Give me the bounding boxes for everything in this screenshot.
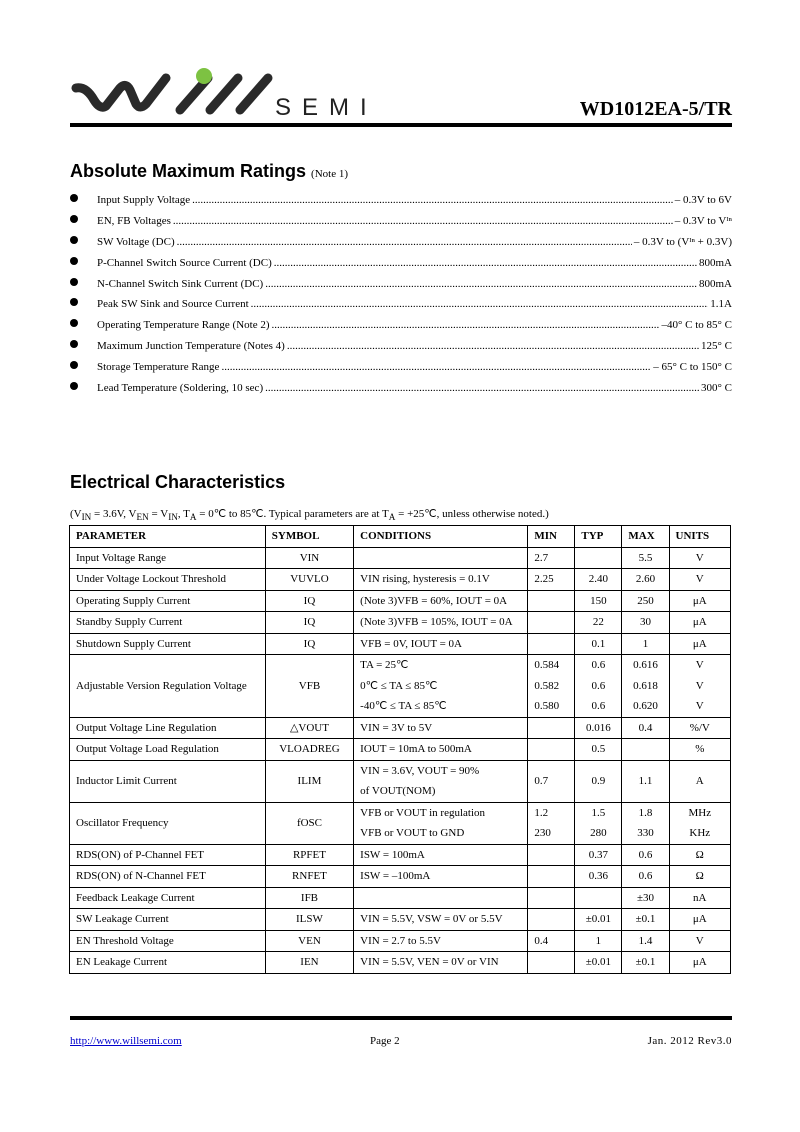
typ-cell: 0.37 (575, 844, 622, 866)
unit-cell: μA (669, 590, 730, 612)
amr-value: – 0.3V to (Vᴵⁿ + 0.3V) (633, 235, 732, 248)
amr-item (70, 278, 732, 299)
col-parameter: PARAMETER (70, 526, 266, 548)
param-cell: Oscillator Frequency (70, 802, 266, 844)
table-row (70, 717, 731, 739)
bullet-icon (70, 361, 78, 369)
table-row (70, 930, 731, 952)
amr-value: – 0.3V to Vᴵⁿ (674, 214, 732, 227)
symbol-cell: VLOADREG (265, 739, 353, 761)
param-cell: SW Leakage Current (70, 909, 266, 931)
symbol-cell: IQ (265, 590, 353, 612)
symbol-cell: VFB (265, 655, 353, 718)
max-cell: 0.4 (622, 717, 669, 739)
table-row (70, 909, 731, 931)
conds-cell: TA = 25℃ 0℃ ≤ TA ≤ 85℃ -40℃ ≤ TA ≤ 85℃ (354, 655, 528, 718)
bullet-icon (70, 194, 78, 202)
ec-table (69, 525, 731, 974)
table-row (70, 802, 731, 844)
amr-item (70, 236, 732, 257)
amr-item (70, 319, 732, 340)
bullet-icon (70, 215, 78, 223)
amr-label: Input Supply Voltage (97, 194, 191, 206)
condition-cell: (Note 3)VFB = 105%, IOUT = 0A (354, 612, 528, 634)
max-cell: ±30 (622, 887, 669, 909)
unit-cell: V (669, 547, 730, 569)
table-row (70, 866, 731, 888)
amr-heading: Absolute Maximum Ratings (Note 1) (70, 161, 349, 181)
unit-cell: %/V (669, 717, 730, 739)
leader-dots (265, 278, 697, 290)
typ-cell: 0.1 (575, 633, 622, 655)
min-cell (528, 844, 575, 866)
symbol-cell: IQ (265, 633, 353, 655)
typ-cell: 150 (575, 590, 622, 612)
max-cell (622, 739, 669, 761)
condition-cell: ISW = 100mA (354, 844, 528, 866)
table-row (70, 569, 731, 591)
min-cell (528, 866, 575, 888)
min-cell (528, 887, 575, 909)
unit-cell: V (669, 569, 730, 591)
param-cell: RDS(ON) of P-Channel FET (70, 844, 266, 866)
min-cell (528, 612, 575, 634)
max-cell: ±0.1 (622, 909, 669, 931)
max-cell: 1 (622, 633, 669, 655)
param-cell: RDS(ON) of N-Channel FET (70, 866, 266, 888)
typ-cell: ±0.01 (575, 909, 622, 931)
condition-cell (354, 887, 528, 909)
max-cell: 1.1 (622, 760, 669, 802)
bullet-icon (70, 382, 78, 390)
typ-cell (575, 547, 622, 569)
amr-label: Lead Temperature (Soldering, 10 sec) (97, 382, 264, 395)
header-rule (70, 123, 732, 127)
symbol-cell: VEN (265, 930, 353, 952)
leader-dots (251, 298, 709, 310)
param-cell: Inductor Limit Current (70, 760, 266, 802)
symbol-cell: RPFET (265, 844, 353, 866)
bullet-icon (70, 340, 78, 348)
units-cell: MHz KHz (669, 802, 730, 844)
col-max: MAX (622, 526, 669, 548)
condition-cell: VIN = 5.5V, VEN = 0V or VIN (354, 952, 528, 974)
table-row (70, 760, 731, 802)
max-cell: 250 (622, 590, 669, 612)
bullet-icon (70, 236, 78, 244)
symbol-cell: VIN (265, 547, 353, 569)
amr-label: SW Voltage (DC) (97, 235, 175, 248)
amr-label: N-Channel Switch Sink Current (DC) (97, 277, 264, 290)
condition-cell: (Note 3)VFB = 60%, IOUT = 0A (354, 590, 528, 612)
amr-value: –40° C to 85° C (661, 319, 732, 332)
typ-cell: 2.40 (575, 569, 622, 591)
symbol-cell: VUVLO (265, 569, 353, 591)
typ-cell: 22 (575, 612, 622, 634)
param-cell: Shutdown Supply Current (70, 633, 266, 655)
min-cell (528, 633, 575, 655)
condition-cell: VIN rising, hysteresis = 0.1V (354, 569, 528, 591)
param-cell: Output Voltage Line Regulation (70, 717, 266, 739)
amr-value: – 65° C to 150° C (653, 361, 732, 374)
unit-cell: nA (669, 887, 730, 909)
maxs-cell: 0.616 0.618 0.620 (622, 655, 669, 718)
param-cell: Standby Supply Current (70, 612, 266, 634)
symbol-cell: fOSC (265, 802, 353, 844)
unit-cell: % (669, 739, 730, 761)
col-conditions: CONDITIONS (354, 526, 528, 548)
typ-cell: 0.36 (575, 866, 622, 888)
min-cell: 0.7 (528, 760, 575, 802)
min-cell (528, 590, 575, 612)
min-cell: 2.25 (528, 569, 575, 591)
table-row (70, 739, 731, 761)
condition-cell: VIN = 3.6V, VOUT = 90% of VOUT(NOM) (354, 760, 528, 802)
max-cell: 0.6 (622, 866, 669, 888)
page-footer (70, 1035, 732, 1047)
min-cell: 2.7 (528, 547, 575, 569)
symbol-cell: IEN (265, 952, 353, 974)
col-units: UNITS (669, 526, 730, 548)
amr-value: 800mA (699, 277, 732, 290)
unit-cell: μA (669, 612, 730, 634)
amr-label: Peak SW Sink and Source Current (97, 298, 249, 311)
unit-cell: μA (669, 952, 730, 974)
table-row (70, 590, 731, 612)
condition-cell: VIN = 3V to 5V (354, 717, 528, 739)
amr-item (70, 298, 732, 319)
leader-dots (287, 340, 699, 352)
table-row (70, 612, 731, 634)
amr-value: 125° C (701, 340, 732, 353)
unit-cell: V (669, 930, 730, 952)
page-number: Page 2 (370, 1035, 400, 1047)
units-cell: V V V (669, 655, 730, 718)
condition-cell (354, 547, 528, 569)
max-cell: ±0.1 (622, 952, 669, 974)
revision-date: Jan. 2012 Rev3.0 (647, 1035, 732, 1047)
leader-dots (177, 236, 632, 248)
unit-cell: Ω (669, 866, 730, 888)
amr-value: 300° C (701, 382, 732, 395)
min-cell (528, 739, 575, 761)
amr-item (70, 361, 732, 382)
min-cell: 0.4 (528, 930, 575, 952)
unit-cell: μA (669, 909, 730, 931)
footer-rule (70, 1016, 732, 1020)
mins-cell: 0.584 0.582 0.580 (528, 655, 575, 718)
min-cell (528, 717, 575, 739)
bullet-icon (70, 298, 78, 306)
amr-value: 1.1A (710, 298, 732, 311)
max-cell: 1.4 (622, 930, 669, 952)
unit-cell: μA (669, 633, 730, 655)
website-link[interactable]: http://www.willsemi.com (70, 1035, 182, 1047)
leader-dots (274, 257, 697, 269)
param-cell: EN Leakage Current (70, 952, 266, 974)
leader-dots (173, 215, 673, 227)
leader-dots (192, 194, 673, 206)
condition-cell: IOUT = 10mA to 500mA (354, 739, 528, 761)
condition-cell: VIN = 2.7 to 5.5V (354, 930, 528, 952)
symbol-cell: △VOUT (265, 717, 353, 739)
symbol-cell: RNFET (265, 866, 353, 888)
typ-cell: ±0.01 (575, 952, 622, 974)
amr-label: Operating Temperature Range (Note 2) (97, 319, 270, 332)
typ-cell: 0.9 (575, 760, 622, 802)
param-cell: Adjustable Version Regulation Voltage (70, 655, 266, 718)
mins-cell: 1.2 230 (528, 802, 575, 844)
table-row (70, 844, 731, 866)
max-cell: 5.5 (622, 547, 669, 569)
symbol-cell: ILSW (265, 909, 353, 931)
brand-text: SEMI (275, 94, 378, 121)
amr-item (70, 194, 732, 215)
max-cell: 30 (622, 612, 669, 634)
table-row (70, 952, 731, 974)
condition-cell: VFB = 0V, IOUT = 0A (354, 633, 528, 655)
typ-cell (575, 887, 622, 909)
bullet-icon (70, 278, 78, 286)
amr-item (70, 340, 732, 361)
bullet-icon (70, 257, 78, 265)
amr-value: – 0.3V to 6V (674, 194, 732, 206)
param-cell: EN Threshold Voltage (70, 930, 266, 952)
amr-label: Maximum Junction Temperature (Notes 4) (97, 340, 285, 353)
typ-cell: 1 (575, 930, 622, 952)
amr-item (70, 257, 732, 278)
amr-item (70, 215, 732, 236)
typ-cell: 0.5 (575, 739, 622, 761)
leader-dots (272, 319, 660, 331)
param-cell: Output Voltage Load Regulation (70, 739, 266, 761)
leader-dots (221, 361, 651, 373)
part-number: WD1012EA-5/TR (579, 98, 732, 120)
ec-header-row (70, 526, 731, 548)
symbol-cell: IFB (265, 887, 353, 909)
table-row (70, 547, 731, 569)
max-cell: 0.6 (622, 844, 669, 866)
param-cell: Under Voltage Lockout Threshold (70, 569, 266, 591)
conds-cell: VFB or VOUT in regulation VFB or VOUT to GND (354, 802, 528, 844)
amr-value: 800mA (699, 256, 732, 269)
col-typ: TYP (575, 526, 622, 548)
table-row (70, 887, 731, 909)
bullet-icon (70, 319, 78, 327)
amr-label: Storage Temperature Range (97, 361, 220, 374)
param-cell: Feedback Leakage Current (70, 887, 266, 909)
amr-list (70, 194, 732, 403)
amr-label: P-Channel Switch Source Current (DC) (97, 256, 272, 269)
amr-label: EN, FB Voltages (97, 214, 171, 227)
maxs-cell: 1.8 330 (622, 802, 669, 844)
page-header (70, 66, 732, 124)
ec-conditions: ($V_{IN} = 3.6V$, $V_{EN} = V_{IN}$, $T_A$ = 0℃ to 85℃. Typical parameters are at $T_A$ = +25℃, unless otherwise noted.) (70, 508, 549, 523)
symbol-cell: IQ (265, 612, 353, 634)
col-min: MIN (528, 526, 575, 548)
leader-dots (265, 382, 699, 394)
typs-cell: 0.6 0.6 0.6 (575, 655, 622, 718)
max-cell: 2.60 (622, 569, 669, 591)
amr-item (70, 382, 732, 403)
symbol-cell: ILIM (265, 760, 353, 802)
condition-cell: ISW = –100mA (354, 866, 528, 888)
col-symbol: SYMBOL (265, 526, 353, 548)
table-row (70, 655, 731, 718)
param-cell: Operating Supply Current (70, 590, 266, 612)
ec-heading: Electrical Characteristics (70, 472, 286, 492)
param-cell: Input Voltage Range (70, 547, 266, 569)
min-cell (528, 952, 575, 974)
table-row (70, 633, 731, 655)
typ-cell: 0.016 (575, 717, 622, 739)
condition-cell: VIN = 5.5V, VSW = 0V or 5.5V (354, 909, 528, 931)
unit-cell: Ω (669, 844, 730, 866)
min-cell (528, 909, 575, 931)
typs-cell: 1.5 280 (575, 802, 622, 844)
unit-cell: A (669, 760, 730, 802)
